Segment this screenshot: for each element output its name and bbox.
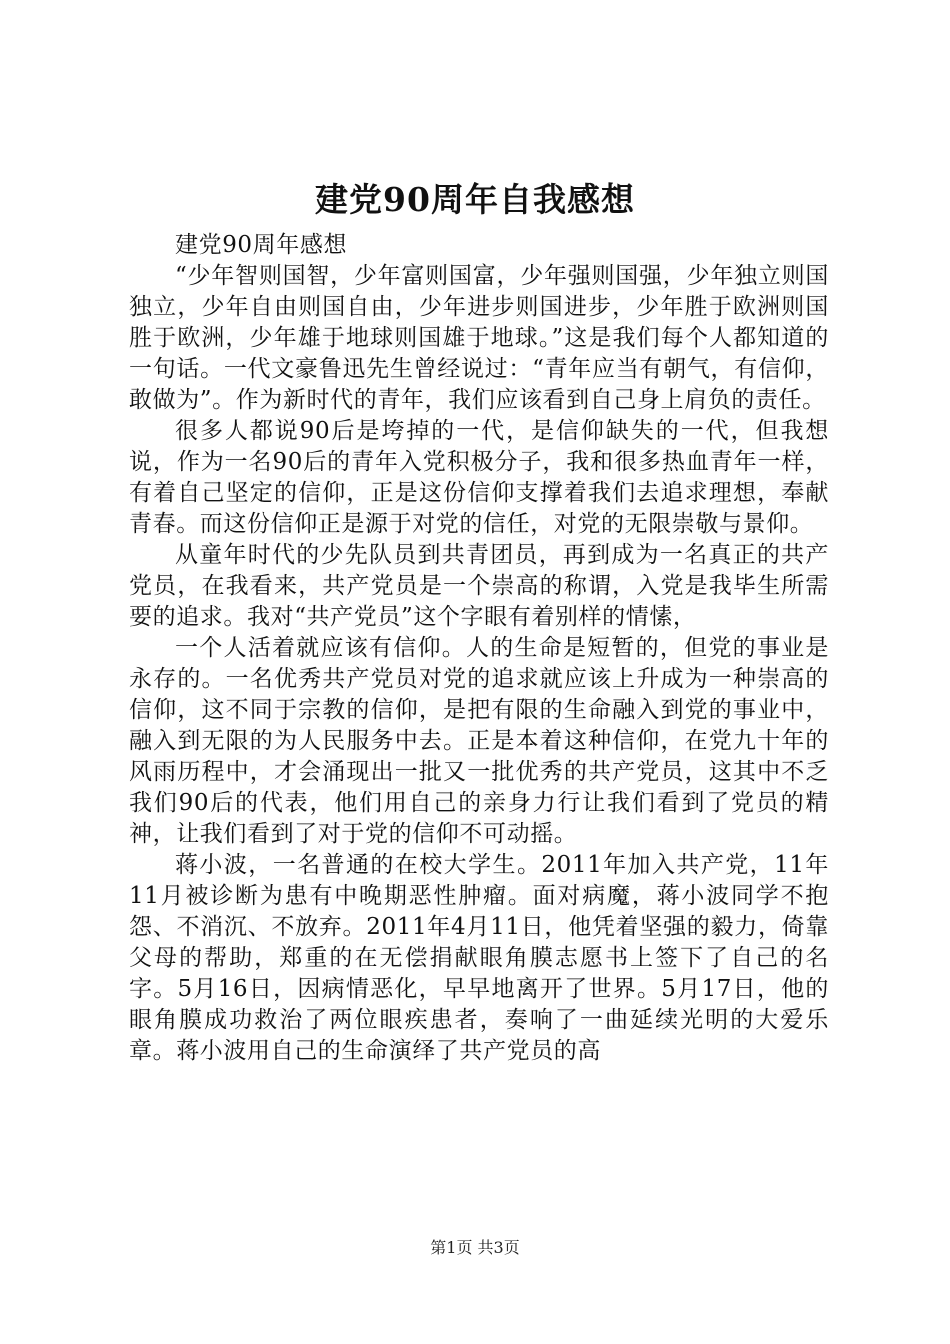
page-indicator: 第1页 共3页: [430, 1238, 520, 1257]
document-subtitle: 建党90周年感想: [175, 232, 348, 258]
paragraph-1: “少年智则国智，少年富则国富，少年强则国强，少年独立则国独立，少年自由则国自由，少年进步则国进步，少年胜于欧洲则国胜于欧洲，少年雄于地球则国雄于地球。”这是我们每个人都知道的一句话。一代文豪鲁迅先生曾经说过：“青年应当有朝气，有信仰，敢做为”。作为新时代的青年，我们应该看到自己身上肩负的责任。: [129, 263, 829, 413]
paragraph-5: 蒋小波，一名普通的在校大学生。2011年加入共产党，11年11月被诊断为患有中晚期恶性肿瘤。面对病魔，蒋小波同学不抱怨、不消沉、不放弃。2011年4月11日，他凭着坚强的毅力，倚靠父母的帮助，郑重的在无偿捐献眼角膜志愿书上签下了自己的名字。5月16日，因病情恶化，早早地离开了世界。5月17日，他的眼角膜成功救治了两位眼疾患者，奏响了一曲延续光明的大爱乐章。蒋小波用自己的生命演绎了共产党员的高: [129, 852, 829, 1064]
paragraph-4: 一个人活着就应该有信仰。人的生命是短暂的，但党的事业是永存的。一名优秀共产党员对党的追求就应该上升成为一种崇高的信仰，这不同于宗教的信仰，是把有限的生命融入到党的事业中，融入到无限的为人民服务中去。正是本着这种信仰，在党九十年的风雨历程中，才会涌现出一批又一批优秀的共产党员，这其中不乏我们90后的代表，他们用自己的亲身力行让我们看到了党员的精神，让我们看到了对于党的信仰不可动摇。: [129, 635, 829, 847]
paragraph-3: 从童年时代的少先队员到共青团员，再到成为一名真正的共产党员，在我看来，共产党员是一个崇高的称谓，入党是我毕生所需要的追求。我对“共产党员”这个字眼有着别样的情愫，: [129, 542, 829, 630]
document-title: 建党90周年自我感想: [315, 180, 635, 219]
paragraph-2: 很多人都说90后是垮掉的一代，是信仰缺失的一代，但我想说，作为一名90后的青年入党积极分子，我和很多热血青年一样，有着自己坚定的信仰，正是这份信仰支撑着我们去追求理想，奉献青春。而这份信仰正是源于对党的信任，对党的无限崇敬与景仰。: [129, 418, 829, 537]
document-body: [129, 230, 829, 1067]
